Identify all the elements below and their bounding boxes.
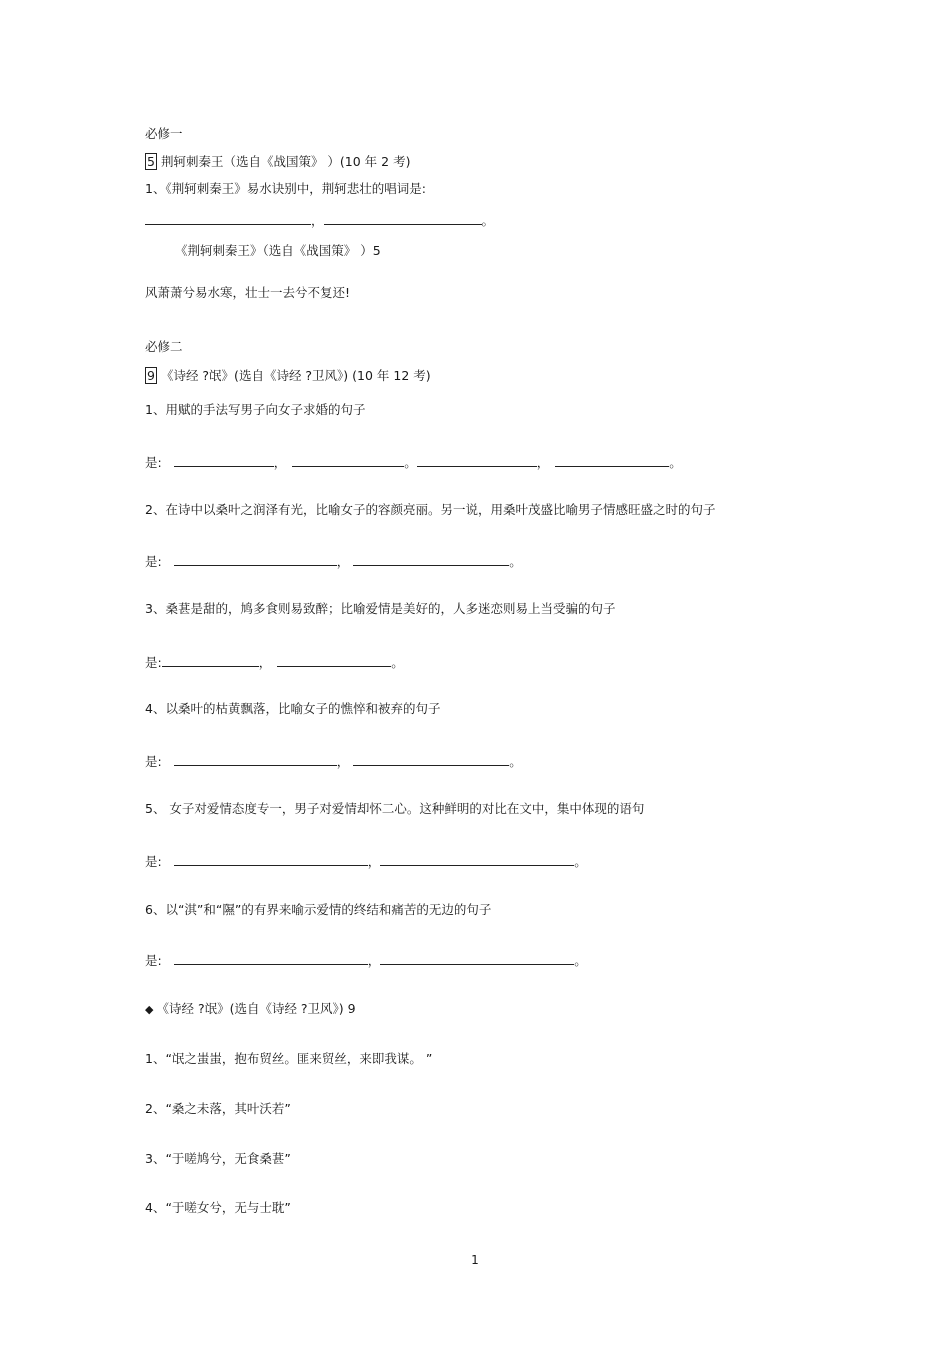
answer-text: 风萧萧兮易水寒，壮士一去兮不复还! bbox=[145, 285, 351, 300]
section-heading: 必修一 bbox=[145, 126, 183, 141]
answer-blank[interactable] bbox=[324, 211, 482, 225]
lesson-title bbox=[145, 153, 410, 170]
answer-blank[interactable] bbox=[174, 552, 337, 566]
answer-blank[interactable] bbox=[277, 653, 391, 667]
lesson-title bbox=[145, 367, 431, 384]
answer-blank-line: 是: ， 。 bbox=[145, 754, 522, 769]
answer-blank-line: ， 。 bbox=[145, 211, 494, 229]
answer-blank-line: 是: ， 。 bbox=[145, 655, 404, 670]
answer-title: ◆ 《诗经 ?氓》(选自《诗经 ?卫风》) 9 bbox=[145, 1001, 356, 1016]
answer-blank[interactable] bbox=[145, 211, 311, 225]
lesson-number: 9 bbox=[147, 368, 155, 383]
page-number: 1 bbox=[471, 1253, 479, 1267]
answer-text: 4、“于嗟女兮，无与士耽” bbox=[145, 1200, 291, 1215]
answer-blank-line: 是: ， 。 ， 。 bbox=[145, 455, 682, 470]
answer-text: 2、“桑之未落，其叶沃若” bbox=[145, 1101, 291, 1116]
answer-blank[interactable] bbox=[380, 951, 574, 965]
answer-blank[interactable] bbox=[174, 852, 368, 866]
question-text: 2、在诗中以桑叶之润泽有光，比喻女子的容颜亮丽。另一说，用桑叶茂盛比喻男子情感旺盛之时的句子 bbox=[145, 502, 716, 517]
lesson-title-text: 《诗经 ?氓》(选自《诗经 ?卫风》) (10 年 12 考) bbox=[160, 368, 431, 383]
answer-blank-line: 是: ， 。 bbox=[145, 854, 587, 869]
answer-blank[interactable] bbox=[555, 453, 669, 467]
answer-blank[interactable] bbox=[174, 453, 274, 467]
lesson-number: 5 bbox=[147, 154, 155, 169]
answer-text: 1、“氓之蚩蚩，抱布贸丝。匪来贸丝，来即我谋。 ” bbox=[145, 1051, 433, 1066]
question-text: 3、桑葚是甜的，鸠多食则易致醉；比喻爱情是美好的，人多迷恋则易上当受骗的句子 bbox=[145, 601, 616, 616]
answer-blank[interactable] bbox=[417, 453, 537, 467]
answer-blank[interactable] bbox=[353, 752, 509, 766]
answer-blank-line: 是: ， 。 bbox=[145, 554, 522, 569]
answer-blank[interactable] bbox=[380, 852, 574, 866]
answer-blank[interactable] bbox=[353, 552, 509, 566]
question-text: 1、用赋的手法写男子向女子求婚的句子 bbox=[145, 402, 366, 417]
answer-blank[interactable] bbox=[162, 653, 259, 667]
lesson-title-text: 荆轲刺秦王（选自《战国策》 ）(10 年 2 考) bbox=[160, 154, 411, 169]
question-text: 1、《荆轲刺秦王》易水诀别中，荆轲悲壮的唱词是: bbox=[145, 181, 426, 196]
question-text: 5、 女子对爱情态度专一，男子对爱情却怀二心。这种鲜明的对比在文中，集中体现的语句 bbox=[145, 801, 645, 816]
question-text: 4、以桑叶的枯黄飘落，比喻女子的憔悴和被弃的句子 bbox=[145, 701, 441, 716]
diamond-bullet-icon: ◆ bbox=[145, 1003, 154, 1016]
answer-blank[interactable] bbox=[174, 951, 368, 965]
answer-text: 3、“于嗟鸠兮，无食桑葚” bbox=[145, 1151, 291, 1166]
answer-blank-line: 是: ， 。 bbox=[145, 953, 587, 968]
answer-blank[interactable] bbox=[292, 453, 404, 467]
section-heading: 必修二 bbox=[145, 339, 183, 354]
answer-title: 《荆轲刺秦王》（选自《战国策》 ）5 bbox=[175, 243, 381, 258]
answer-blank[interactable] bbox=[174, 752, 337, 766]
question-text: 6、以“淇”和“隰”的有界来喻示爱情的终结和痛苦的无边的句子 bbox=[145, 902, 492, 917]
